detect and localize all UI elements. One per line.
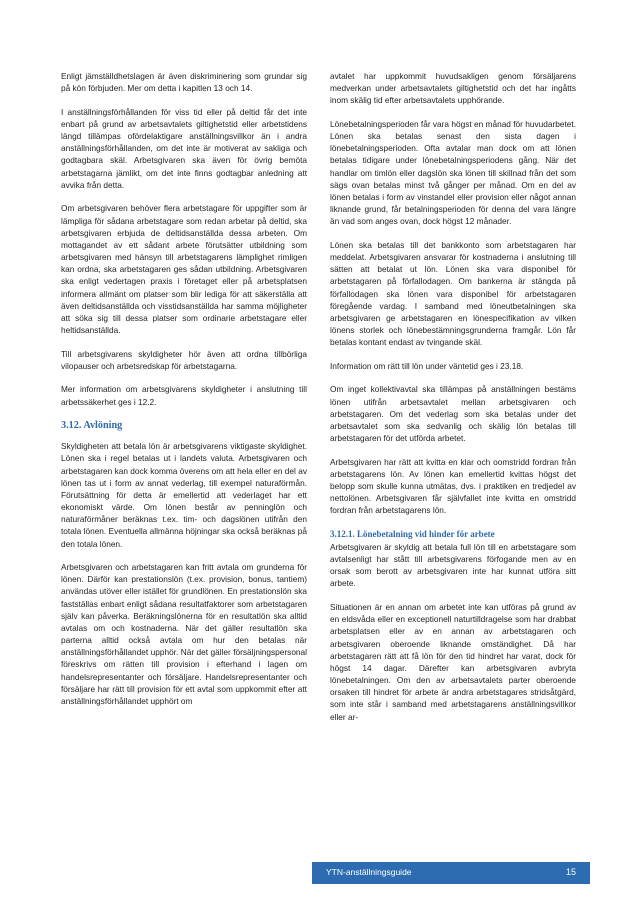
footer-bar (312, 862, 590, 884)
page-number: 15 (565, 867, 576, 877)
paragraph: avtalet har uppkommit huvudsakligen genom försäljarens medverkan under arbetsavtalets giltighetstid och det har ingåtts inom skälig tid efter arbetsavtalets upphörande. (330, 71, 576, 106)
paragraph: Arbetsgivaren är skyldig att betala full lön till en arbetstagare som avtalsenligt har stått till arbetsgivarens förfogande men av en orsak som berott av arbetsgivaren inte har kunnat utföra sitt arbete. (330, 542, 576, 589)
paragraph: Om arbetsgivaren behöver flera arbetstagare för uppgifter som är lämpliga för sådana arbetstagare som redan arbetar på deltid, ska arbetsgivaren erbjuda de deltidsanställda dessa arbeten. Om mottagandet av ett sådant arbete förutsätter utbildning som arbetsgivaren med hänsyn till arbetstagarens lämplighet rimligen kan ordna, ska arbetstagaren ges sådan utbildning. Arbetsgivaren ska enligt vedertagen praxis i företaget eller på arbetsplatsen informera allmänt om platser som blir lediga för att säkerställa att även deltidsanställda och visstidsanställda har samma möjligheter att söka sig till dessa platser som ordinarie arbetstagare eller heltidsanställda. (61, 203, 307, 335)
footer-title: YTN-anställningsguide (326, 867, 412, 877)
paragraph: Mer information om arbetsgivarens skyldigheter i anslutning till arbetssäkerhet ges i 12.2. (61, 384, 307, 407)
paragraph: Information om rätt till lön under väntetid ges i 23.18. (330, 360, 524, 371)
subsection-heading: 3.12.1. Lönebetalning vid hinder för arbete (330, 529, 495, 539)
right-column (330, 70, 576, 734)
paragraph: Arbetsgivaren har rätt att kvitta en klar och oomstridd fordran från arbetstagarens lön. Av lönen kan emellertid kvittas högst det belopp som skulle kunna utmätas, dvs. i praktiken en tredjedel av nettolönen. Arbetsgivaren får självfallet inte kvitta en omstridd fordran från arbetstagarens lön. (330, 456, 576, 516)
paragraph: Om inget kollektivavtal ska tillämpas på anställningen bestäms lönen utifrån arbetsavtalet mellan arbetsgivaren och arbetstagaren. Om det vederlag som ska betalas under det arbetsavtalet som ska sedvanlig och skälig lön betalas till arbetstagaren för det utförda arbetet. (330, 384, 576, 444)
paragraph: Arbetsgivaren och arbetstagaren kan fritt avtala om grunderna för lönen. Därför kan prestationslön (t.ex. provision, bonus, tantiem) användas utöver eller istället för grundlönen. En prestationslön ska fastställas enbart enligt sådana resultatfaktorer som arbetstagaren själv kan påverka. Beräkningslönerna för en resultatlön ska alltid avtalas om och kostnaderna. När det gäller resultatlön ska parterna alltid också avtala om hur den betalas när anställningsförhållandet upphör. När det gäller försäljningspersonal föreskrivs om rätten till provision i efterhand i lagen om handelsrepresentanter och försäljare. Handelsrepresentanter och försäljare har rätt till provision för ett avtal som uppkommit efter att anställningsförhållandet upphört om (61, 562, 307, 706)
paragraph: Situationen är en annan om arbetet inte kan utföras på grund av en eldsvåda eller en exceptionell naturtilldragelse som har drabbat arbetsplatsen eller av en annan av arbetstagaren och arbetsgivaren oberoende liknande omständighet. Då har arbetstagaren rätt att få lön för den tid hindret har varat, dock för högst 14 dagar. Därefter kan arbetsgivaren avbryta lönebetalningen. Om den av arbetsavtalets parter oberoende orsaken till hindret för arbete är andra arbetstagares stridsåtgärd, som inte står i samband med arbetstagarens anställningsvillkor eller ar- (330, 602, 576, 722)
paragraph: I anställningsförhållanden för viss tid eller på deltid får det inte enbart på grund av arbetsavtalets giltighetstid eller arbetstidens längd tillämpas ofördelaktigare anställningsvillkor än i andra anställningsförhållanden, om det inte är motiverat av sakliga och godtagbara skäl. Arbetsgivaren ska även för övrig bemöta arbetstagarna jämlikt, om det inte finns godtagbar anledning att avvika från detta. (61, 106, 307, 190)
paragraph: Skyldigheten att betala lön är arbetsgivarens viktigaste skyldighet. Lönen ska i regel betalas ut i landets valuta. Arbetsgivaren och arbetstagaren kan dock komma överens om att hela eller en del av lönen tas ut i form av annat vederlag, till exempel naturaförmån. Förutsättning för detta är emellertid att vederlaget har ett ekonomiskt värde. Om lönen består av penninglön och naturaförmåner beräknas t.ex. tim- och dagslönen utifrån den totala lönen. Eventuella allmänna höjningar ska också beräknas på den totala lönen. (61, 441, 307, 549)
paragraph: Lönen ska betalas till det bankkonto som arbetstagaren har meddelat. Arbetsgivaren ansvarar för kostnaderna i anslutning till sätten att betalat ut lön. Lönen ska vara disponibel för arbetstagaren på förfallodagen. Om bankerna är stängda på förfallodagen ska lönen vara disponibel för arbetstagaren föregående vardag. I samband med löneutbetalningen ska arbetsgivaren ge arbetstagaren en lönespecifikation av vilken lönens storlek och lönebestämningsgrunderna framgår. Lön får betalas kontant endast av tvingande skäl. (330, 239, 576, 348)
paragraph: Lönebetalningsperioden får vara högst en månad för huvudarbetet. Lönen ska betalas senast den sista dagen i lönebetalningsperioden. Ofta avtalar man dock om att lönen betalas tidigare under lönebetalningsperiodens gång. När det handlar om timlön eller dagslön ska lönen till skillnad från det som sägs ovan betalas minst två gånger per månad. Om en del av lönen betalas i form av vinstandel eller provision eller något annan liknande grund, får betalningsperioden för denna del vara längre än vad som anges ovan, dock högst 12 månader. (330, 118, 576, 227)
paragraph: Till arbetsgivarens skyldigheter hör även att ordna tillbörliga vilopauser och arbetsredskap för arbetstagarna. (61, 348, 307, 371)
section-heading: 3.12. Avlöning (61, 420, 123, 432)
left-column (61, 70, 307, 719)
paragraph: Enligt jämställdhetslagen är även diskriminering som grundar sig på kön förbjuden. Mer om detta i kapitlen 13 och 14. (61, 71, 307, 94)
